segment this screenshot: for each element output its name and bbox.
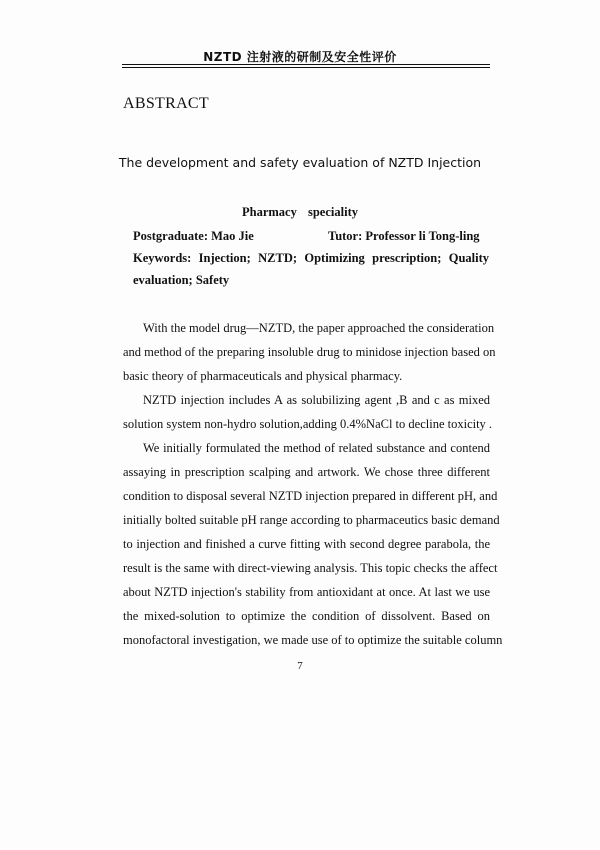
paragraph-line: assaying in prescription scalping and artwork. We chose three different [123,465,490,479]
paragraph-line: the mixed-solution to optimize the condition of dissolvent. Based on [123,609,490,623]
paragraph-line: to injection and finished a curve fitting with second degree parabola, the [123,537,490,551]
paragraph-line: about NZTD injection's stability from antioxidant at once. At last we use [123,585,490,599]
header-rule [122,64,490,65]
keywords-line-1: Keywords: Injection; NZTD; Optimizing prescription; Quality [133,251,489,265]
paragraph-line: basic theory of pharmaceuticals and physical pharmacy. [123,369,403,383]
paragraph-line: With the model drug—NZTD, the paper approached the consideration [143,321,495,335]
keywords-line-2: evaluation; Safety [133,273,230,287]
speciality-suffix: speciality [307,205,358,219]
tutor-line: Tutor: Professor li Tong-ling [328,229,480,243]
paragraph-line: solution system non-hydro solution,adding 0.4%NaCl to decline toxicity . [123,417,493,431]
paragraph-line: NZTD injection includes A as solubilizing agent ,B and c as mixed [143,393,490,407]
paragraph-line: initially bolted suitable pH range according to pharmaceutics basic demand [123,513,500,527]
paragraph-line: monofactoral investigation, we made use of to optimize the suitable column [123,633,503,647]
page-number: 7 [297,660,303,672]
header-rule-thin [122,67,490,68]
paragraph-line: condition to disposal several NZTD injection prepared in different pH, and [123,489,498,503]
paragraph-line: result is the same with direct-viewing analysis. This topic checks the affect [123,561,498,575]
abstract-heading: ABSTRACT [123,95,209,112]
speciality-line [0,205,600,220]
paragraph-line: and method of the preparing insoluble drug to minidose injection based on [123,345,496,359]
running-header: NZTD 注射液的研制及安全性评价 [203,50,397,64]
paragraph-line: We initially formulated the method of related substance and contend [143,441,490,455]
paper-title: The development and safety evaluation of NZTD Injection [118,155,482,170]
speciality-label: Pharmacy [242,205,297,219]
postgraduate-line: Postgraduate: Mao Jie [133,229,254,243]
